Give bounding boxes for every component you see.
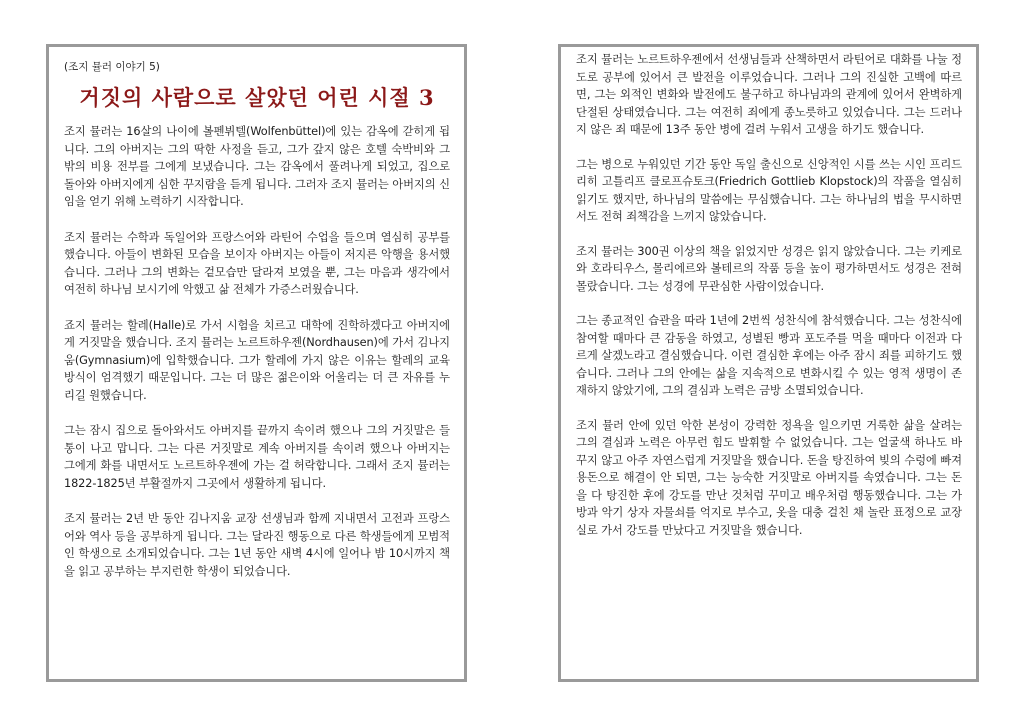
- left-page: [46, 44, 467, 682]
- paragraph: 그는 병으로 누워있던 기간 동안 독일 출신으로 신앙적인 시를 쓰는 시인 프리드리히 고틀리프 클로프슈토크(Friedrich Gottlieb Klopstock)의 작품을 열심히 읽기도 했지만, 하나님의 말씀에는 무심했습니다. 그는 하나님의 법을 무시하면서도 전혀 죄책감을 느끼지 않았습니다.: [576, 157, 962, 223]
- paragraph: 조지 뮬러는 수학과 독일어와 프랑스어와 라틴어 수업을 들으며 열심히 공부를 했습니다. 아들이 변화된 모습을 보이자 아버지는 아들이 저지른 악행을 용서했습니다. 그러나 그의 변화는 겉모습만 달라져 보였을 뿐, 그는 마음과 생각에서 여전히 하나님 보시기에 악했고 삶 전체가 가증스러웠습니다.: [64, 230, 450, 296]
- paragraph: 죠지 뮬러는 할레(Halle)로 가서 시험을 치르고 대학에 진학하겠다고 아버지에게 거짓말을 했습니다. 조지 뮬러는 노르트하우젠(Nordhausen)에 가서 김나지움(Gymnasium)에 입학했습니다. 그가 할레에 가지 않은 이유는 할레의 교육방식이 엄격했기 때문입니다. 그는 더 많은 젊은이와 어울리는 더 큰 자유를 누리길 원했습니다.: [64, 318, 450, 402]
- paragraph: 조지 뮬러는 2년 반 동안 김나지움 교장 선생님과 함께 지내면서 고전과 프랑스어와 역사 등을 공부하게 됩니다. 그는 달라진 행동으로 다른 학생들에게 모범적인 학생으로 소개되었습니다. 그는 1년 동안 새벽 4시에 일어나 밤 10시까지 책을 읽고 공부하는 부지런한 학생이 되었습니다.: [64, 512, 450, 578]
- paragraph: 조지 뮬러는 16살의 나이에 볼펜뷔텔(Wolfenbüttel)에 있는 감옥에 갇히게 됩니다. 그의 아버지는 그의 딱한 사정을 듣고, 그가 갚지 않은 호텔 숙박비와 그 밖의 비용 전부를 그에게 보냈습니다. 그는 감옥에서 풀려나게 되었고, 집으로 돌아와 아버지에게 심한 꾸지람을 듣게 됩니다. 그러자 조지 뮬러는 아버지의 신임을 얻기 위해 노력하기 시작합니다.: [64, 125, 450, 208]
- paragraph: 조지 뮬러 안에 있던 악한 본성이 강력한 정욕을 일으키면 거룩한 삶을 살려는 그의 결심과 노력은 아무런 힘도 발휘할 수 없었습니다. 그는 얼굴색 하나도 바꾸지 않고 아주 자연스럽게 거짓말을 했습니다. 돈을 탕진하여 빚의 수렁에 빠져 용돈으로 해결이 안 되면, 그는 능숙한 거짓말로 아버지를 속였습니다. 그는 돈을 다 탕진한 후에 강도를 만난 것처럼 꾸미고 배우처럼 행동했습니다. 그는 가방과 악기 상자 자물쇠를 억지로 부수고, 옷을 대충 걸친 채 놀란 표정으로 교장실로 가서 강도를 만났다고 거짓말을 했습니다.: [576, 418, 962, 537]
- paragraph: 그는 잠시 집으로 돌아와서도 아버지를 끝까지 속이려 했으나 그의 거짓말은 들통이 나고 맙니다. 그는 다른 거짓말로 계속 아버지를 속이려 했으나 아버지는 그에게 화를 내면서도 노르트하우젠에 가는 걸 허락합니다. 그래서 조지 뮬러는 1822-1825년 부활절까지 그곳에서 생활하게 됩니다.: [64, 424, 450, 490]
- right-page: [558, 44, 979, 682]
- paragraph: 조지 뮬러는 노르트하우젠에서 선생님들과 산책하면서 라틴어로 대화를 나눌 정도로 공부에 있어서 큰 발전을 이루었습니다. 그러나 그의 진실한 고백에 따르면, 그는 외적인 변화와 발전에도 불구하고 하나님과의 관계에 있어서 완벽하게 단절된 상태였습니다. 그는 여전히 죄에게 종노릇하고 있었습니다. 그는 드러나지 않은 죄 때문에 13주 동안 병에 걸려 누워서 고생을 하기도 했습니다.: [576, 53, 962, 136]
- series-label: (조지 뮬러 이야기 5): [64, 61, 160, 73]
- paragraph: 그는 종교적인 습관을 따라 1년에 2번씩 성찬식에 참석했습니다. 그는 성찬식에 참여할 때마다 큰 감동을 하였고, 성별된 빵과 포도주를 먹을 때마다 이전과 다르게 살겠노라고 결심했습니다. 이런 결심한 후에는 아주 잠시 죄를 피하기도 했습니다. 그러나 그의 안에는 삶을 지속적으로 변화시킬 수 있는 영적 생명이 존재하지 않았기에, 그의 결심과 노력은 금방 소멸되었습니다.: [576, 314, 962, 397]
- page-title: 거짓의 사람으로 살았던 어린 시절 3: [79, 85, 435, 110]
- paragraph: 조지 뮬러는 300권 이상의 책을 읽었지만 성경은 읽지 않았습니다. 그는 키케로와 호라티우스, 몰리에르와 볼테르의 작품 등을 높이 평가하면서도 성경은 전혀 몰랐습니다. 그는 성경에 무관심한 사람이었습니다.: [576, 244, 962, 293]
